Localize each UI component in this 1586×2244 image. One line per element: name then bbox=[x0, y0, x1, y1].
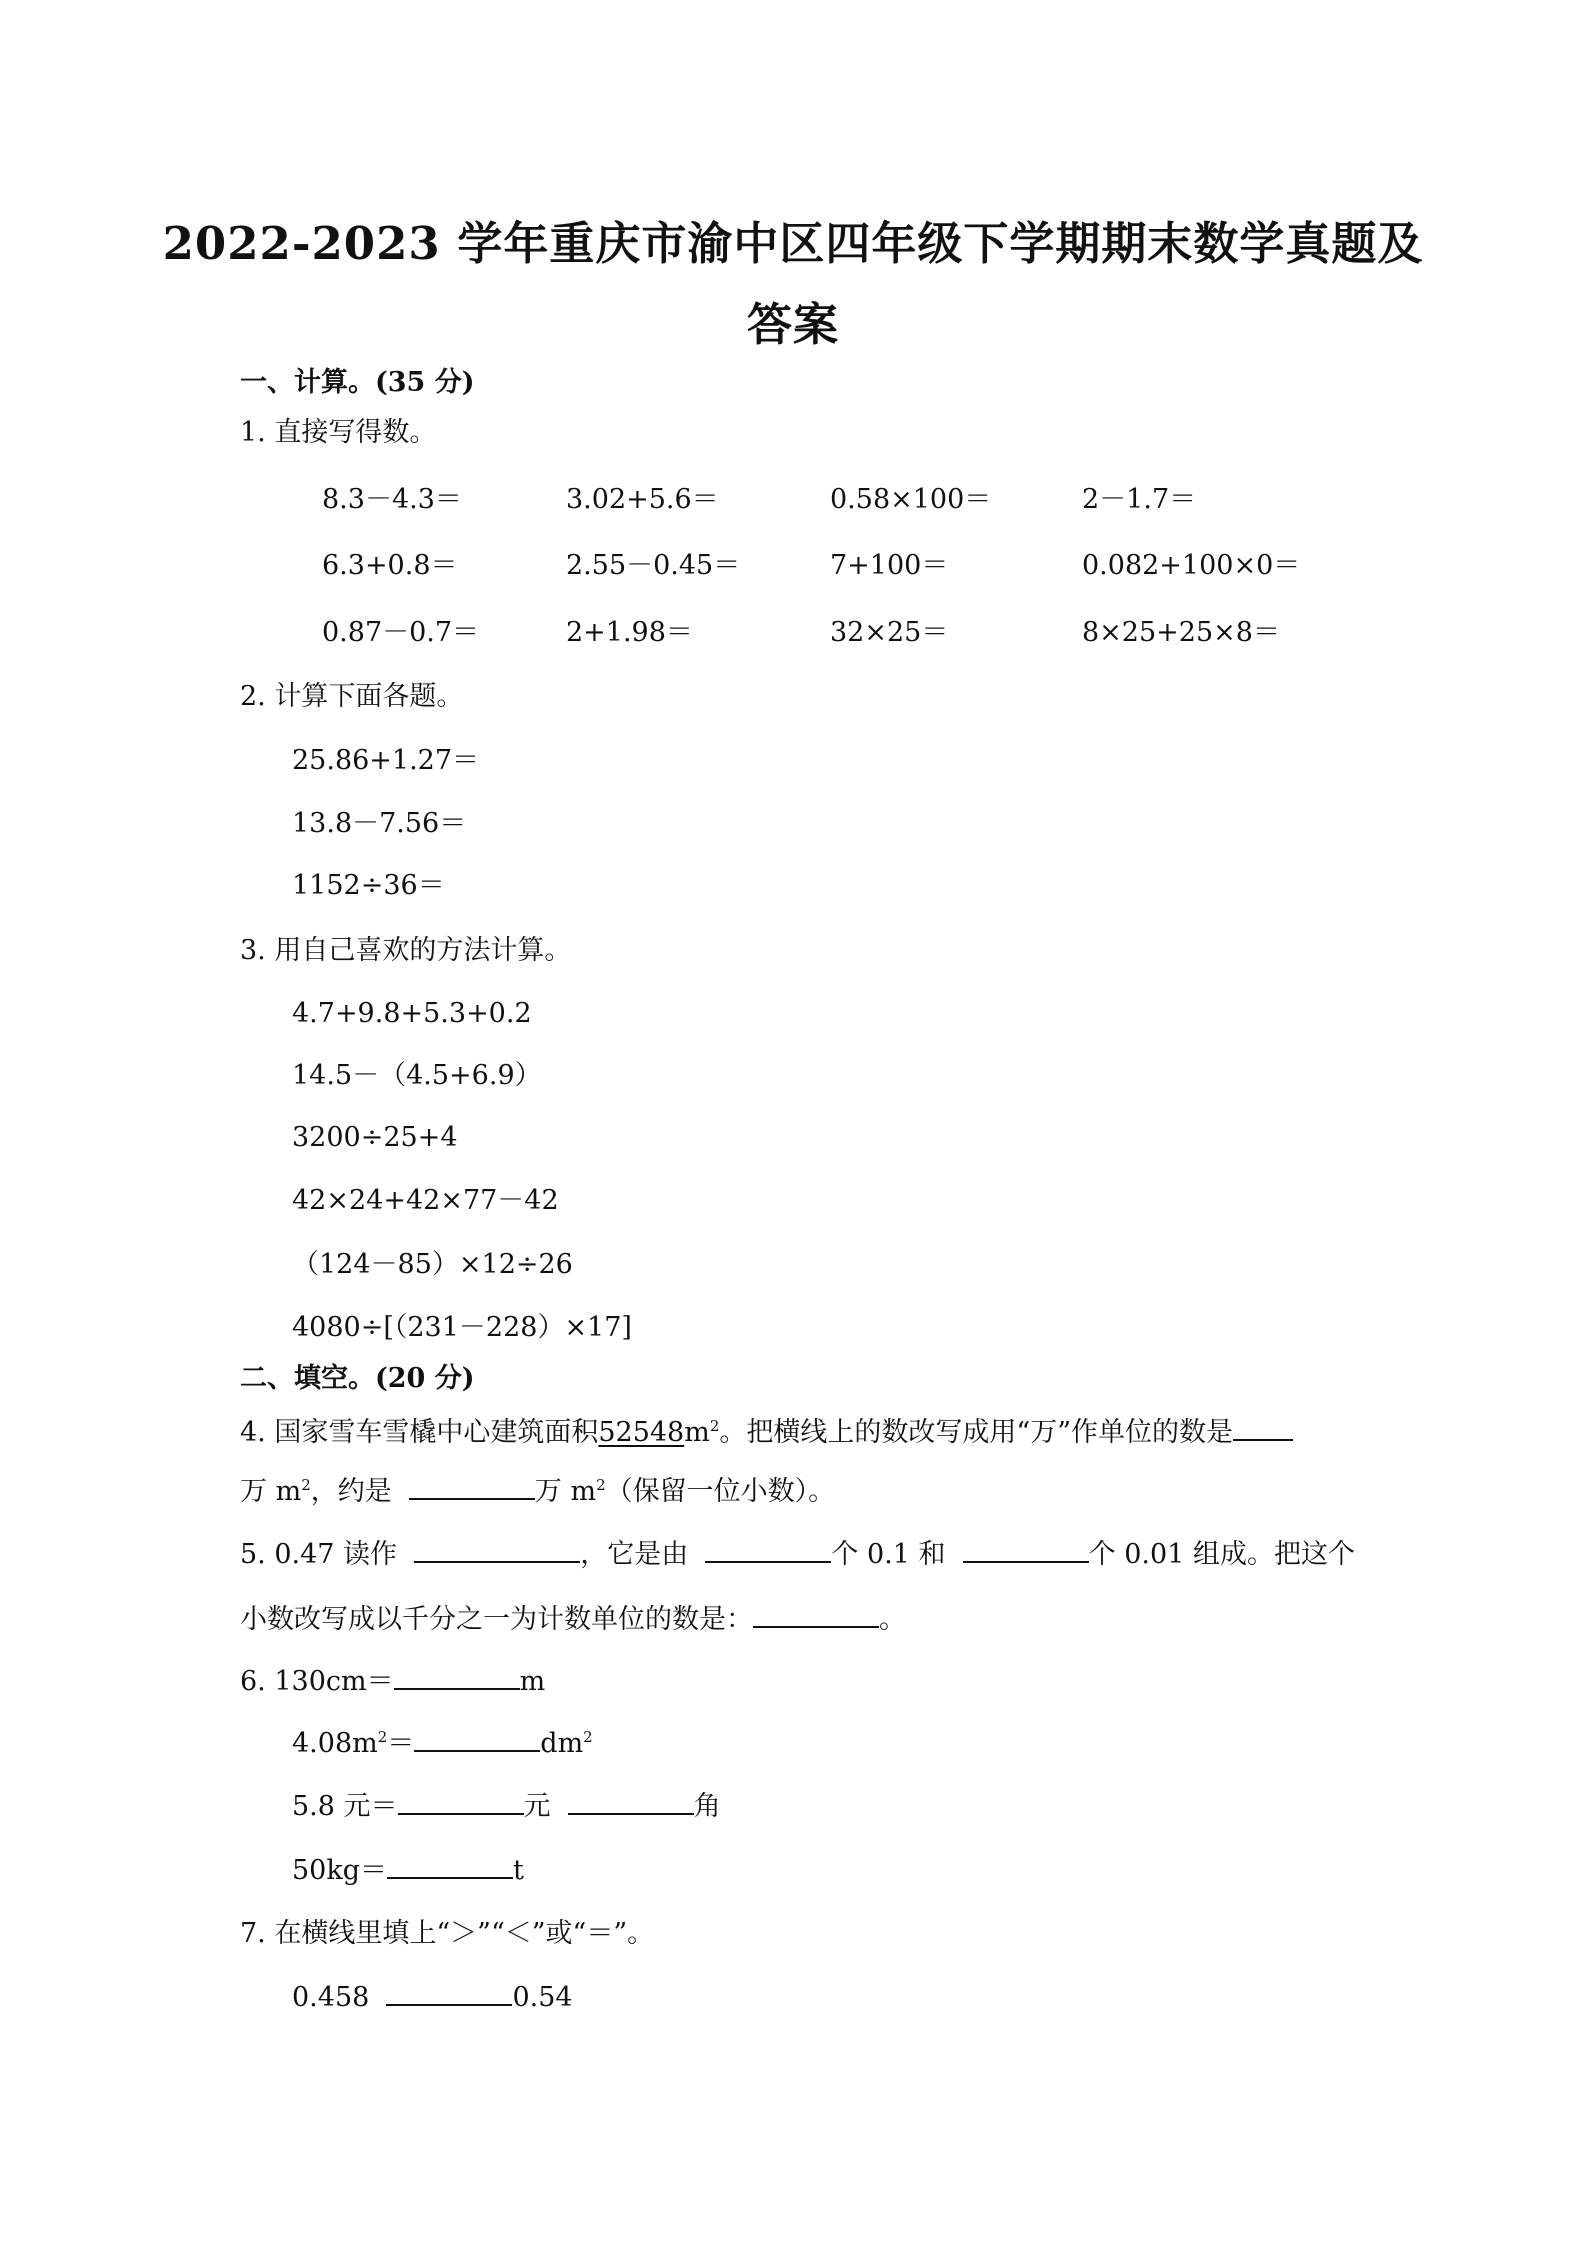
q7-label: 7. 在横线里填上“＞”“＜”或“＝”。 bbox=[240, 1918, 655, 1949]
q6-c1: 5.8 元＝ bbox=[292, 1791, 398, 1822]
q1-cell: 0.87－0.7＝ bbox=[322, 617, 480, 648]
q6-b2: ＝ bbox=[387, 1728, 415, 1759]
q4-unit-c: 万 m bbox=[534, 1476, 597, 1507]
q4-sup-a: 2 bbox=[301, 1476, 311, 1494]
q1-cell: 2－1.7＝ bbox=[1082, 484, 1197, 515]
q1-cell: 2+1.98＝ bbox=[566, 617, 693, 648]
section2-heading: 二、填空。(20 分) bbox=[240, 1363, 475, 1394]
q4-area-number: 52548 bbox=[598, 1417, 685, 1448]
q1-cell: 0.58×100＝ bbox=[830, 484, 992, 515]
q6-answer-blank-b[interactable] bbox=[414, 1730, 540, 1752]
q5-line2-b: 。 bbox=[879, 1604, 906, 1635]
q6-answer-blank-c2[interactable] bbox=[568, 1793, 694, 1815]
q1-cell: 3.02+5.6＝ bbox=[566, 484, 719, 515]
q5-line1 bbox=[240, 1541, 1355, 1568]
q6-c3: 角 bbox=[693, 1791, 721, 1822]
q3-item: 4.7+9.8+5.3+0.2 bbox=[292, 998, 532, 1029]
q5-line2 bbox=[240, 1606, 906, 1633]
q1-cell: 32×25＝ bbox=[830, 617, 949, 648]
q5-answer-blank-1[interactable] bbox=[414, 1541, 580, 1563]
q6-line-d bbox=[292, 1857, 524, 1884]
q6-c2: 元 bbox=[523, 1791, 551, 1822]
q4-prefix: 4. 国家雪车雪橇中心建筑面积 bbox=[240, 1417, 599, 1448]
q4-line2 bbox=[240, 1478, 835, 1505]
q6-d1: 50kg＝ bbox=[292, 1855, 388, 1886]
q6-line-c bbox=[292, 1793, 721, 1820]
q3-item: 14.5－（4.5+6.9） bbox=[292, 1060, 542, 1091]
q5-answer-blank-2[interactable] bbox=[705, 1541, 831, 1563]
q6-d2: t bbox=[513, 1855, 524, 1886]
q4-unit-a: 万 m bbox=[240, 1476, 302, 1507]
q5-d: 个 0.01 组成。把这个 bbox=[1088, 1539, 1355, 1570]
q7-answer-blank-a[interactable] bbox=[386, 1984, 512, 2006]
q1-label: 1. 直接写得数。 bbox=[240, 417, 437, 448]
q3-item: 3200÷25+4 bbox=[292, 1122, 458, 1153]
q1-cell: 7+100＝ bbox=[830, 550, 949, 581]
q7-a2: 0.54 bbox=[512, 1982, 573, 2013]
q4-mid: 。把横线上的数改写成用“万”作单位的数是 bbox=[719, 1417, 1234, 1448]
q2-item: 13.8－7.56＝ bbox=[292, 808, 467, 839]
q6-b3: dm bbox=[540, 1728, 584, 1759]
q5-answer-blank-4[interactable] bbox=[753, 1606, 879, 1628]
q4-answer-blank-2[interactable] bbox=[409, 1478, 535, 1500]
q5-a: 5. 0.47 读作 bbox=[240, 1539, 398, 1570]
q4-answer-blank-1[interactable] bbox=[1233, 1419, 1293, 1441]
q4-text-d: （保留一位小数）。 bbox=[605, 1476, 836, 1507]
q6-line-a bbox=[240, 1668, 545, 1695]
q3-item: 4080÷[（231－228）×17] bbox=[292, 1312, 632, 1343]
q6-a2: m bbox=[519, 1666, 546, 1697]
q6-b3-sup: 2 bbox=[583, 1728, 593, 1746]
q6-answer-blank-a[interactable] bbox=[394, 1668, 520, 1690]
q3-item: 42×24+42×77－42 bbox=[292, 1185, 559, 1216]
q6-a1: 6. 130cm＝ bbox=[240, 1666, 394, 1697]
q5-c: 个 0.1 和 bbox=[831, 1539, 946, 1570]
q6-b-sup: 2 bbox=[377, 1728, 388, 1746]
q6-line-b bbox=[292, 1730, 593, 1757]
q4-line1 bbox=[240, 1419, 1293, 1446]
q5-answer-blank-3[interactable] bbox=[963, 1541, 1089, 1563]
q5-line2-a: 小数改写成以千分之一为计数单位的数是： bbox=[240, 1604, 753, 1635]
q4-unit: m bbox=[684, 1417, 710, 1448]
q6-answer-blank-c1[interactable] bbox=[398, 1793, 524, 1815]
q7-a1: 0.458 bbox=[292, 1982, 370, 2013]
page-title-line1: 2022-2023 学年重庆市渝中区四年级下学期期末数学真题及 bbox=[162, 217, 1424, 270]
page-title-line2: 答案 bbox=[746, 298, 839, 351]
q1-cell: 8×25+25×8＝ bbox=[1082, 617, 1280, 648]
q2-item: 25.86+1.27＝ bbox=[292, 745, 480, 776]
q4-sup: 2 bbox=[709, 1417, 720, 1435]
q4-sup-c: 2 bbox=[596, 1476, 606, 1494]
q1-cell: 0.082+100×0＝ bbox=[1082, 550, 1301, 581]
q1-cell: 6.3+0.8＝ bbox=[322, 550, 458, 581]
q6-answer-blank-d[interactable] bbox=[387, 1857, 513, 1879]
q1-cell: 2.55－0.45＝ bbox=[566, 550, 741, 581]
q1-cell: 8.3－4.3＝ bbox=[322, 484, 462, 515]
q4-text-b: ，约是 bbox=[310, 1476, 392, 1507]
q3-item: （124－85）×12÷26 bbox=[292, 1249, 573, 1280]
q7-line-a bbox=[292, 1984, 573, 2011]
q5-b: ，它是由 bbox=[580, 1539, 689, 1570]
q3-label: 3. 用自己喜欢的方法计算。 bbox=[240, 935, 572, 966]
q6-b1: 4.08m bbox=[292, 1728, 378, 1759]
q2-item: 1152÷36＝ bbox=[292, 870, 445, 901]
section1-heading: 一、计算。(35 分) bbox=[240, 367, 475, 398]
q2-label: 2. 计算下面各题。 bbox=[240, 681, 464, 712]
